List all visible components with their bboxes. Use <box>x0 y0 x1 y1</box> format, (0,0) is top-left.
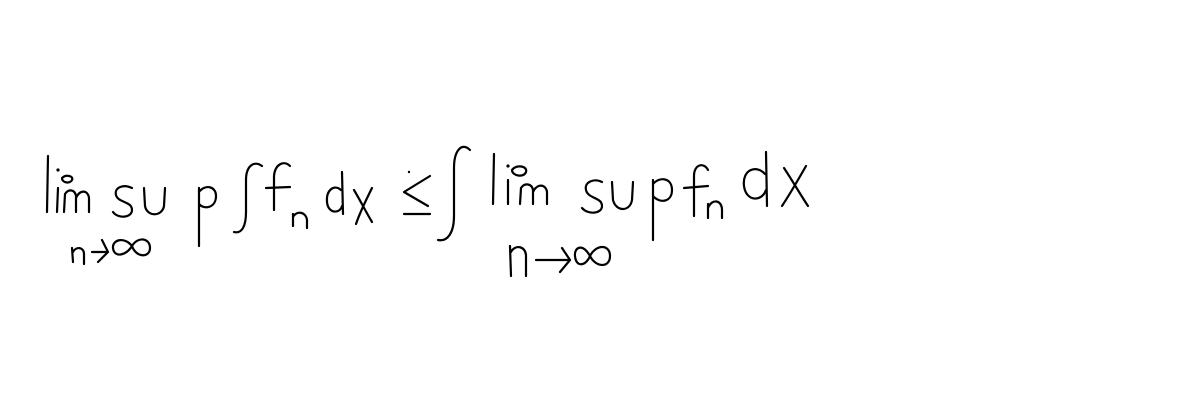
rhs-integral-sign <box>438 147 470 240</box>
rhs-integrand-f-n <box>684 165 722 218</box>
lhs-limsup <box>47 156 216 246</box>
rhs-subscript-n-to-infinity <box>510 246 610 276</box>
relation-less-than-or-equal <box>404 171 430 214</box>
lhs-integral-sign <box>234 164 262 233</box>
lhs-subscript-n-to-infinity <box>72 239 150 264</box>
rhs-differential-dx <box>744 152 808 206</box>
lhs-differential-dx <box>327 172 372 224</box>
lhs-integrand-f-n <box>266 163 307 228</box>
rhs-limsup <box>493 154 672 240</box>
